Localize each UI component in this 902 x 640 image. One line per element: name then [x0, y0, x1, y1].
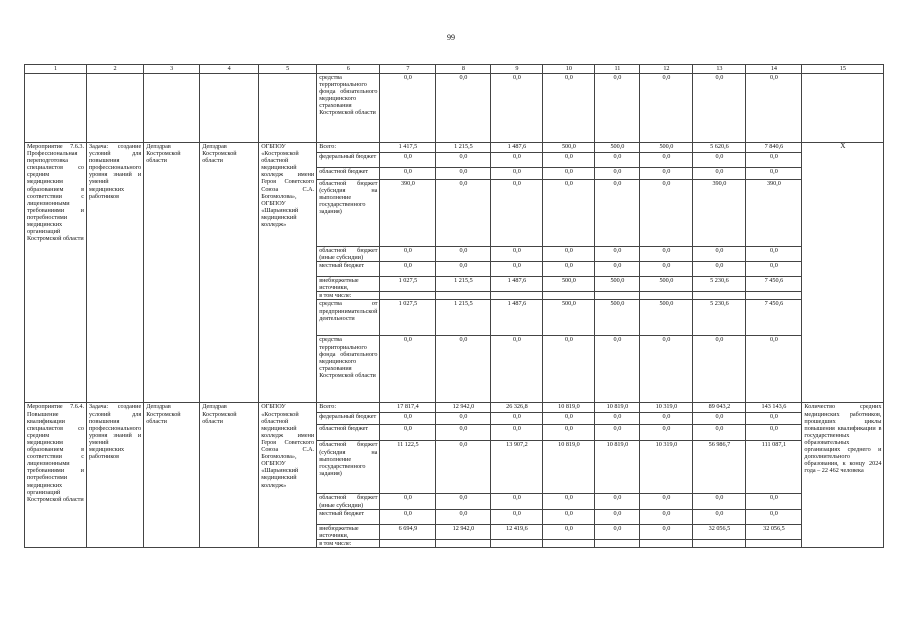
- empty-cell: [144, 74, 200, 143]
- source-label: областной бюджет: [317, 425, 380, 441]
- value-cell: 0,0: [543, 413, 595, 425]
- value-cell: 12 942,0: [436, 403, 491, 413]
- value-cell: 0,0: [491, 413, 543, 425]
- value-cell: [491, 539, 543, 547]
- value-cell: 0,0: [595, 262, 640, 277]
- value-cell: 0,0: [595, 494, 640, 509]
- value-cell: 0,0: [640, 168, 693, 180]
- value-cell: 32 056,5: [746, 524, 802, 539]
- value-cell: 0,0: [436, 425, 491, 441]
- column-header: 1: [25, 65, 87, 74]
- value-cell: 0,0: [543, 153, 595, 168]
- source-label: Всего:: [317, 403, 380, 413]
- column-header: 8: [436, 65, 491, 74]
- value-cell: 0,0: [595, 425, 640, 441]
- value-cell: 0,0: [595, 74, 640, 143]
- value-cell: 10 819,0: [595, 441, 640, 494]
- value-cell: 1 487,6: [491, 277, 543, 292]
- executor-cell: Депздрав Костромской области: [144, 143, 200, 403]
- value-cell: 1 215,5: [436, 143, 491, 153]
- value-cell: 0,0: [380, 425, 436, 441]
- empty-cell: [802, 74, 884, 143]
- value-cell: [746, 292, 802, 300]
- value-cell: 0,0: [436, 74, 491, 143]
- value-cell: 0,0: [595, 168, 640, 180]
- source-label: средства территориального фонда обязательного медицинского страхования Костромской области: [317, 336, 380, 403]
- value-cell: 5 230,6: [693, 277, 746, 292]
- measure-task: Задача: создание условий для повышения профессионального уровня знаний и умений медицинских работников: [87, 403, 144, 547]
- participant-cell: ОГБПОУ «Костромской областной медицинский колледж имени Героя Советского Союза С.А. Богомолова», ОГБПОУ «Шарьинский медицинский колледж»: [259, 403, 317, 547]
- column-header: 11: [595, 65, 640, 74]
- value-cell: 0,0: [491, 425, 543, 441]
- value-cell: 0,0: [543, 247, 595, 262]
- column-header-row: [25, 65, 884, 74]
- result-cell: Количество средних медицинских работников, прошедших циклы повышения квалификации в государственных образовательных организациях среднего и дополнительного образования, к концу 2024 года – 22 462 человека: [802, 403, 884, 547]
- value-cell: 0,0: [693, 168, 746, 180]
- value-cell: 0,0: [595, 247, 640, 262]
- coexecutor-cell: Депздрав Костромской области: [200, 403, 259, 547]
- value-cell: 32 056,5: [693, 524, 746, 539]
- value-cell: 7 450,6: [746, 277, 802, 292]
- table-row: [25, 74, 884, 143]
- value-cell: 11 122,5: [380, 441, 436, 494]
- value-cell: 56 986,7: [693, 441, 746, 494]
- value-cell: 13 907,2: [491, 441, 543, 494]
- value-cell: 0,0: [746, 74, 802, 143]
- value-cell: 0,0: [640, 336, 693, 403]
- value-cell: 0,0: [380, 74, 436, 143]
- value-cell: 0,0: [746, 494, 802, 509]
- value-cell: [543, 539, 595, 547]
- source-label: областной бюджет (субсидия на выполнение государственного задания): [317, 180, 380, 247]
- table-row: [25, 143, 884, 153]
- value-cell: 500,0: [543, 143, 595, 153]
- value-cell: 500,0: [595, 277, 640, 292]
- source-label: областной бюджет (субсидия на выполнение государственного задания): [317, 441, 380, 494]
- value-cell: 26 326,8: [491, 403, 543, 413]
- value-cell: 0,0: [436, 153, 491, 168]
- source-label: в том числе:: [317, 539, 380, 547]
- value-cell: 5 620,6: [693, 143, 746, 153]
- source-label: внебюджетные источники,: [317, 524, 380, 539]
- value-cell: 0,0: [746, 425, 802, 441]
- value-cell: 10 819,0: [543, 441, 595, 494]
- value-cell: 0,0: [640, 494, 693, 509]
- participant-cell: ОГБПОУ «Костромской областной медицинский колледж имени Героя Советского Союза С.А. Богомолова», ОГБПОУ «Шарьинский медицинский колледж»: [259, 143, 317, 403]
- value-cell: 0,0: [543, 494, 595, 509]
- value-cell: 17 817,4: [380, 403, 436, 413]
- value-cell: 0,0: [640, 425, 693, 441]
- value-cell: 0,0: [380, 336, 436, 403]
- value-cell: 0,0: [746, 247, 802, 262]
- source-label: областной бюджет (иные субсидии): [317, 247, 380, 262]
- source-label: средства от предпринимательской деятельности: [317, 300, 380, 336]
- value-cell: 1 417,5: [380, 143, 436, 153]
- value-cell: 0,0: [595, 336, 640, 403]
- value-cell: 0,0: [491, 168, 543, 180]
- measure-title: Мероприятие 7.6.3. Профессиональная переподготовка специалистов со средним медицинским образованием в соответствии с лицензионными требованиями и потребностями медицинских организаций Костромской области: [25, 143, 87, 403]
- source-label: областной бюджет (иные субсидии): [317, 494, 380, 509]
- value-cell: 0,0: [595, 509, 640, 524]
- value-cell: 0,0: [436, 441, 491, 494]
- value-cell: 0,0: [595, 180, 640, 247]
- value-cell: 10 319,0: [640, 441, 693, 494]
- value-cell: 0,0: [693, 413, 746, 425]
- value-cell: 0,0: [491, 509, 543, 524]
- value-cell: 500,0: [640, 300, 693, 336]
- column-header: 4: [200, 65, 259, 74]
- value-cell: [746, 539, 802, 547]
- value-cell: 6 694,9: [380, 524, 436, 539]
- column-header: 6: [317, 65, 380, 74]
- value-cell: 0,0: [746, 168, 802, 180]
- value-cell: 0,0: [380, 247, 436, 262]
- empty-cell: [259, 74, 317, 143]
- value-cell: 0,0: [380, 413, 436, 425]
- measure-task: Задача: создание условий для повышения профессионального уровня знаний и умений медицинских работников: [87, 143, 144, 403]
- value-cell: [693, 292, 746, 300]
- value-cell: 0,0: [436, 262, 491, 277]
- value-cell: 0,0: [543, 336, 595, 403]
- value-cell: 390,0: [380, 180, 436, 247]
- value-cell: 111 087,1: [746, 441, 802, 494]
- value-cell: [436, 539, 491, 547]
- value-cell: 1 487,6: [491, 143, 543, 153]
- value-cell: 0,0: [640, 247, 693, 262]
- value-cell: 1 215,5: [436, 300, 491, 336]
- value-cell: 143 143,6: [746, 403, 802, 413]
- column-header: 15: [802, 65, 884, 74]
- value-cell: 0,0: [693, 494, 746, 509]
- value-cell: 0,0: [543, 74, 595, 143]
- value-cell: 0,0: [380, 168, 436, 180]
- value-cell: 5 230,6: [693, 300, 746, 336]
- value-cell: [595, 292, 640, 300]
- value-cell: 0,0: [543, 509, 595, 524]
- value-cell: 0,0: [640, 413, 693, 425]
- result-cell: Х: [802, 143, 884, 403]
- column-header: 9: [491, 65, 543, 74]
- value-cell: 0,0: [491, 247, 543, 262]
- value-cell: [595, 539, 640, 547]
- column-header: 14: [746, 65, 802, 74]
- source-label: внебюджетные источники,: [317, 277, 380, 292]
- value-cell: 390,0: [693, 180, 746, 247]
- value-cell: 0,0: [595, 524, 640, 539]
- value-cell: 500,0: [543, 277, 595, 292]
- value-cell: 1 487,6: [491, 300, 543, 336]
- source-label: местный бюджет: [317, 509, 380, 524]
- value-cell: 0,0: [436, 413, 491, 425]
- column-header: 3: [144, 65, 200, 74]
- value-cell: 0,0: [640, 509, 693, 524]
- value-cell: 0,0: [746, 262, 802, 277]
- source-label: местный бюджет: [317, 262, 380, 277]
- source-label: в том числе:: [317, 292, 380, 300]
- value-cell: 1 027,5: [380, 300, 436, 336]
- source-label: Всего:: [317, 143, 380, 153]
- value-cell: [491, 292, 543, 300]
- value-cell: 0,0: [436, 247, 491, 262]
- value-cell: 10 819,0: [595, 403, 640, 413]
- value-cell: 0,0: [640, 524, 693, 539]
- value-cell: 0,0: [436, 509, 491, 524]
- value-cell: [380, 539, 436, 547]
- value-cell: 1 215,5: [436, 277, 491, 292]
- value-cell: 0,0: [693, 262, 746, 277]
- value-cell: 500,0: [640, 277, 693, 292]
- value-cell: 500,0: [640, 143, 693, 153]
- column-header: 10: [543, 65, 595, 74]
- value-cell: 390,0: [746, 180, 802, 247]
- value-cell: 0,0: [543, 180, 595, 247]
- column-header: 5: [259, 65, 317, 74]
- value-cell: 7 450,6: [746, 300, 802, 336]
- measure-title: Мероприятие 7.6.4. Повышение квалификации специалистов со средним медицинским образованием в соответствии с лицензионными требованиями и потребностями медицинских организаций Костромской области: [25, 403, 87, 547]
- value-cell: 0,0: [746, 336, 802, 403]
- value-cell: 0,0: [640, 153, 693, 168]
- value-cell: 0,0: [595, 153, 640, 168]
- value-cell: 0,0: [595, 413, 640, 425]
- value-cell: 0,0: [436, 168, 491, 180]
- column-header: 2: [87, 65, 144, 74]
- value-cell: 12 942,0: [436, 524, 491, 539]
- value-cell: [693, 539, 746, 547]
- value-cell: 0,0: [640, 262, 693, 277]
- source-label: федеральный бюджет: [317, 153, 380, 168]
- source-label: средства территориального фонда обязательного медицинского страхования Костромской области: [317, 74, 380, 143]
- program-table: [24, 64, 884, 548]
- page-number: 99: [447, 33, 455, 42]
- source-label: областной бюджет: [317, 168, 380, 180]
- column-header: 13: [693, 65, 746, 74]
- value-cell: 500,0: [543, 300, 595, 336]
- value-cell: 0,0: [436, 336, 491, 403]
- value-cell: 0,0: [693, 153, 746, 168]
- value-cell: [380, 292, 436, 300]
- column-header: 7: [380, 65, 436, 74]
- value-cell: 0,0: [436, 494, 491, 509]
- value-cell: 0,0: [543, 168, 595, 180]
- executor-cell: Депздрав Костромской области: [144, 403, 200, 547]
- value-cell: [543, 292, 595, 300]
- value-cell: 0,0: [380, 153, 436, 168]
- value-cell: 0,0: [693, 247, 746, 262]
- empty-cell: [200, 74, 259, 143]
- table-row: [25, 403, 884, 413]
- value-cell: 0,0: [380, 509, 436, 524]
- value-cell: [640, 292, 693, 300]
- value-cell: 500,0: [595, 300, 640, 336]
- value-cell: 7 840,6: [746, 143, 802, 153]
- coexecutor-cell: Депздрав Костромской области: [200, 143, 259, 403]
- value-cell: 0,0: [543, 524, 595, 539]
- value-cell: [640, 539, 693, 547]
- value-cell: 0,0: [380, 262, 436, 277]
- column-header: 12: [640, 65, 693, 74]
- value-cell: [436, 292, 491, 300]
- value-cell: 10 319,0: [640, 403, 693, 413]
- value-cell: 12 419,6: [491, 524, 543, 539]
- value-cell: 0,0: [491, 494, 543, 509]
- value-cell: 0,0: [693, 74, 746, 143]
- value-cell: 0,0: [693, 336, 746, 403]
- value-cell: 0,0: [640, 74, 693, 143]
- empty-cell: [87, 74, 144, 143]
- empty-cell: [25, 74, 87, 143]
- value-cell: 0,0: [746, 153, 802, 168]
- value-cell: 0,0: [491, 180, 543, 247]
- value-cell: 500,0: [595, 143, 640, 153]
- value-cell: 0,0: [491, 262, 543, 277]
- value-cell: 0,0: [491, 153, 543, 168]
- value-cell: 89 043,2: [693, 403, 746, 413]
- value-cell: 0,0: [693, 509, 746, 524]
- value-cell: 1 027,5: [380, 277, 436, 292]
- value-cell: 0,0: [543, 425, 595, 441]
- source-label: федеральный бюджет: [317, 413, 380, 425]
- value-cell: 0,0: [640, 180, 693, 247]
- value-cell: 0,0: [746, 509, 802, 524]
- value-cell: 0,0: [543, 262, 595, 277]
- value-cell: 10 819,0: [543, 403, 595, 413]
- value-cell: 0,0: [746, 413, 802, 425]
- value-cell: 0,0: [491, 336, 543, 403]
- value-cell: 0,0: [380, 494, 436, 509]
- value-cell: 0,0: [491, 74, 543, 143]
- value-cell: 0,0: [436, 180, 491, 247]
- value-cell: 0,0: [693, 425, 746, 441]
